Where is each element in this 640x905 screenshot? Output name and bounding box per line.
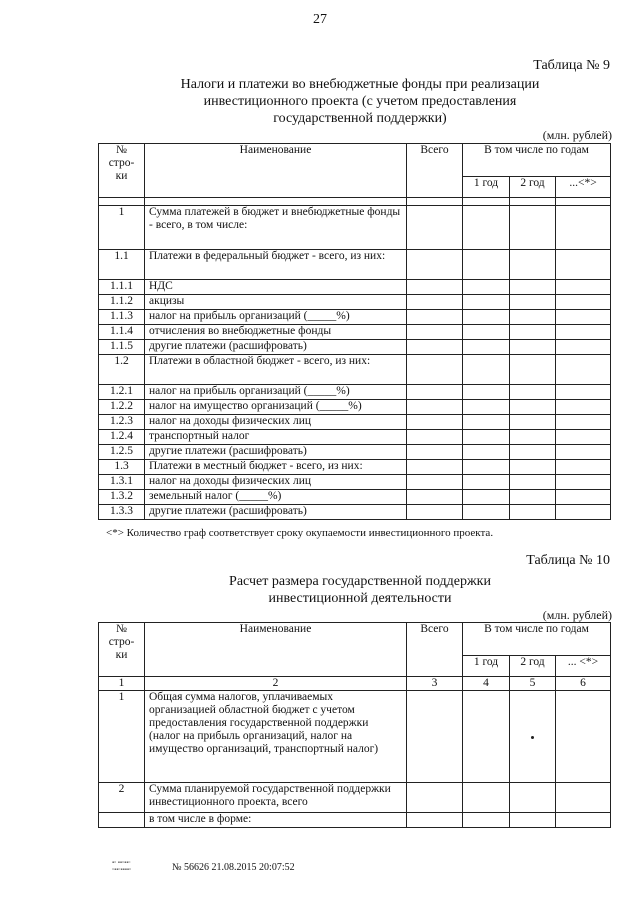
row-number: 1.2 <box>99 355 145 385</box>
table10-header-name: Наименование <box>145 623 407 677</box>
table-row <box>99 295 611 310</box>
table-row <box>99 250 611 280</box>
column-number: 3 <box>407 677 463 691</box>
cell-total <box>407 250 463 280</box>
row-name: транспортный налог <box>145 430 407 445</box>
row-name: в том числе в форме: <box>145 813 407 828</box>
table-row <box>99 340 611 355</box>
cell-total <box>407 280 463 295</box>
cell-year2 <box>510 280 556 295</box>
table9 <box>98 143 611 520</box>
cell-year1 <box>463 250 510 280</box>
column-number: 5 <box>510 677 556 691</box>
row-number: 1.1.2 <box>99 295 145 310</box>
row-name: Общая сумма налогов, уплачиваемых организацией областной бюджет с учетом предоставления государственной поддержки (налог на прибыль организаций, налог на имущество организаций, транспортный налог) <box>145 691 407 783</box>
table10-units: (млн. рублей) <box>542 608 612 622</box>
table10-header-total: Всего <box>407 623 463 677</box>
table-row <box>99 280 611 295</box>
cell-total <box>407 325 463 340</box>
table10 <box>98 622 611 828</box>
cell-year3 <box>556 430 611 445</box>
cell-year2 <box>510 415 556 430</box>
cell-year1 <box>463 400 510 415</box>
table-row <box>99 490 611 505</box>
cell-year3 <box>556 355 611 385</box>
cell-year3 <box>556 280 611 295</box>
table-row <box>99 355 611 385</box>
cell-total <box>407 490 463 505</box>
cell-year1 <box>463 460 510 475</box>
cell-year2 <box>510 783 556 813</box>
cell-total <box>407 430 463 445</box>
cell-year3 <box>556 415 611 430</box>
cell-year2 <box>510 310 556 325</box>
row-number: 1.2.3 <box>99 415 145 430</box>
row-number: 1.1.1 <box>99 280 145 295</box>
row-name: Платежи в областной бюджет - всего, из них: <box>145 355 407 385</box>
cell-total <box>407 206 463 250</box>
cell-year1 <box>463 783 510 813</box>
table9-title <box>140 76 580 127</box>
table9-title-line: государственной поддержки) <box>273 111 447 126</box>
row-name: налог на доходы физических лиц <box>145 475 407 490</box>
row-number: 1.2.1 <box>99 385 145 400</box>
cell-total <box>407 340 463 355</box>
cell-year1 <box>463 295 510 310</box>
cell-total <box>407 445 463 460</box>
cell-year2 <box>510 340 556 355</box>
table10-header-year2: 2 год <box>510 656 556 677</box>
cell-year1 <box>463 310 510 325</box>
cell-year1 <box>463 505 510 520</box>
cell-year2 <box>510 206 556 250</box>
table10-header-year3: ... <*> <box>556 656 611 677</box>
column-number: 4 <box>463 677 510 691</box>
cell-year2 <box>510 250 556 280</box>
table-row <box>99 445 611 460</box>
column-number: 6 <box>556 677 611 691</box>
cell-year2 <box>510 430 556 445</box>
table-row <box>99 206 611 250</box>
cell-year1 <box>463 813 510 828</box>
table-row <box>99 475 611 490</box>
row-number: 1.3 <box>99 460 145 475</box>
table9-header-year1: 1 год <box>463 177 510 198</box>
cell-year3 <box>556 400 611 415</box>
table10-header-num: № стро-ки <box>99 623 145 677</box>
cell-year3 <box>556 295 611 310</box>
table9-units: (млн. рублей) <box>542 128 612 142</box>
cell-year2 <box>510 691 556 783</box>
cell-year1 <box>463 430 510 445</box>
table10-title-line: инвестиционной деятельности <box>268 591 452 606</box>
cell-year1 <box>463 355 510 385</box>
column-number: 2 <box>145 677 407 691</box>
ink-dot <box>531 736 534 739</box>
cell-total <box>407 505 463 520</box>
cell-year1 <box>463 691 510 783</box>
table-row <box>99 783 611 813</box>
row-number: 1.1 <box>99 250 145 280</box>
table-row <box>99 400 611 415</box>
cell-year3 <box>556 783 611 813</box>
row-number: 1.2.4 <box>99 430 145 445</box>
table9-title-line: инвестиционного проекта (с учетом предоставления <box>203 94 517 109</box>
table9-header-name: Наименование <box>145 144 407 198</box>
row-number <box>99 813 145 828</box>
row-name: другие платежи (расшифровать) <box>145 445 407 460</box>
cell-year2 <box>510 490 556 505</box>
table9-header-year2: 2 год <box>510 177 556 198</box>
row-name: налог на прибыль организаций (_____%) <box>145 310 407 325</box>
cell-year1 <box>463 206 510 250</box>
cell-year1 <box>463 415 510 430</box>
row-name: налог на имущество организаций (_____%) <box>145 400 407 415</box>
cell-total <box>407 295 463 310</box>
document-stamp: ▪▫ ▪▪▫▪▪▫ ▫▪▪▫▪▪▪▪▫ <box>112 860 132 873</box>
table10-title <box>140 573 580 607</box>
cell-year2 <box>510 355 556 385</box>
row-name: другие платежи (расшифровать) <box>145 340 407 355</box>
table9-body <box>99 206 611 520</box>
cell-total <box>407 475 463 490</box>
table9-spacer-row <box>99 198 611 206</box>
column-number: 1 <box>99 677 145 691</box>
cell-year1 <box>463 340 510 355</box>
row-number: 1.1.4 <box>99 325 145 340</box>
cell-year2 <box>510 385 556 400</box>
row-number: 1.1.5 <box>99 340 145 355</box>
table9-footnote: <*> Количество граф соответствует сроку окупаемости инвестиционного проекта. <box>106 527 494 539</box>
row-name: Сумма планируемой государственной поддержки инвестиционного проекта, всего <box>145 783 407 813</box>
cell-total <box>407 813 463 828</box>
cell-year3 <box>556 310 611 325</box>
table-row <box>99 813 611 828</box>
row-name: земельный налог (_____%) <box>145 490 407 505</box>
cell-total <box>407 355 463 385</box>
row-name: налог на прибыль организаций (_____%) <box>145 385 407 400</box>
cell-year3 <box>556 691 611 783</box>
cell-year2 <box>510 445 556 460</box>
cell-year1 <box>463 325 510 340</box>
table9-header-years: В том числе по годам <box>463 144 611 177</box>
cell-year1 <box>463 490 510 505</box>
table-row <box>99 385 611 400</box>
table9-header-num: № стро-ки <box>99 144 145 198</box>
table9-header-year3: ...<*> <box>556 177 611 198</box>
row-number: 1.2.2 <box>99 400 145 415</box>
cell-total <box>407 691 463 783</box>
cell-total <box>407 310 463 325</box>
cell-total <box>407 415 463 430</box>
cell-year2 <box>510 295 556 310</box>
table10-header-year1: 1 год <box>463 656 510 677</box>
cell-year1 <box>463 445 510 460</box>
row-name: Платежи в федеральный бюджет - всего, из них: <box>145 250 407 280</box>
cell-year3 <box>556 445 611 460</box>
row-name: другие платежи (расшифровать) <box>145 505 407 520</box>
row-name: акцизы <box>145 295 407 310</box>
cell-total <box>407 460 463 475</box>
cell-year2 <box>510 325 556 340</box>
table-row <box>99 325 611 340</box>
row-name: налог на доходы физических лиц <box>145 415 407 430</box>
cell-year3 <box>556 385 611 400</box>
row-number: 1.2.5 <box>99 445 145 460</box>
cell-year2 <box>510 505 556 520</box>
page-number: 27 <box>313 12 327 27</box>
table10-column-numbers <box>99 677 611 691</box>
table-row <box>99 415 611 430</box>
table9-header-total: Всего <box>407 144 463 198</box>
cell-year3 <box>556 206 611 250</box>
cell-year2 <box>510 460 556 475</box>
row-name: отчисления во внебюджетные фонды <box>145 325 407 340</box>
row-number: 1.1.3 <box>99 310 145 325</box>
row-name: НДС <box>145 280 407 295</box>
cell-year2 <box>510 813 556 828</box>
row-number: 1 <box>99 206 145 250</box>
table10-header-years: В том числе по годам <box>463 623 611 656</box>
row-number: 1.3.2 <box>99 490 145 505</box>
table10-label: Таблица № 10 <box>526 553 610 568</box>
row-number: 1.3.1 <box>99 475 145 490</box>
cell-year3 <box>556 475 611 490</box>
table9-label: Таблица № 9 <box>533 58 610 73</box>
cell-total <box>407 385 463 400</box>
row-number: 2 <box>99 783 145 813</box>
table-row <box>99 430 611 445</box>
cell-year3 <box>556 813 611 828</box>
cell-year1 <box>463 475 510 490</box>
cell-year3 <box>556 460 611 475</box>
row-number: 1 <box>99 691 145 783</box>
table-row <box>99 310 611 325</box>
table10-title-line: Расчет размера государственной поддержки <box>229 574 491 589</box>
row-name: Сумма платежей в бюджет и внебюджетные фонды - всего, в том числе: <box>145 206 407 250</box>
row-name: Платежи в местный бюджет - всего, из них: <box>145 460 407 475</box>
cell-year1 <box>463 280 510 295</box>
cell-total <box>407 783 463 813</box>
cell-year3 <box>556 340 611 355</box>
table-row <box>99 460 611 475</box>
cell-total <box>407 400 463 415</box>
cell-year3 <box>556 505 611 520</box>
cell-year2 <box>510 400 556 415</box>
row-number: 1.3.3 <box>99 505 145 520</box>
table-row <box>99 691 611 783</box>
cell-year2 <box>510 475 556 490</box>
cell-year1 <box>463 385 510 400</box>
signature-line: № 56626 21.08.2015 20:07:52 <box>172 862 295 873</box>
cell-year3 <box>556 490 611 505</box>
table-row <box>99 505 611 520</box>
table9-title-line: Налоги и платежи во внебюджетные фонды при реализации <box>180 77 540 92</box>
cell-year3 <box>556 325 611 340</box>
cell-year3 <box>556 250 611 280</box>
